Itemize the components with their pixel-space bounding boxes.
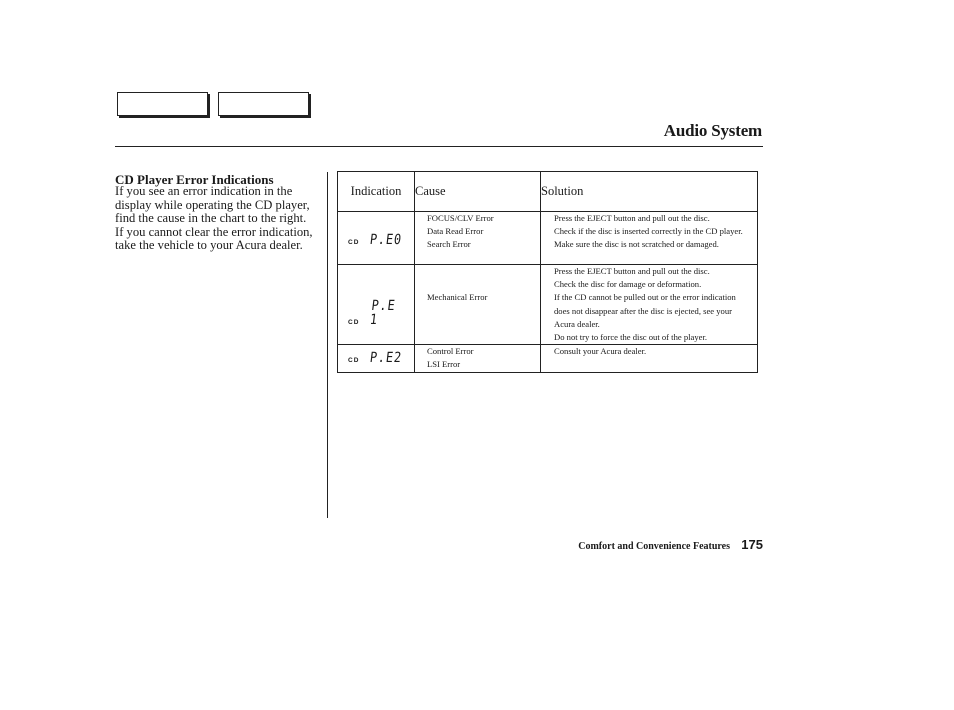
table-row bbox=[338, 265, 758, 345]
table-row bbox=[338, 212, 758, 265]
cd-icon: CD bbox=[348, 356, 360, 364]
column-divider bbox=[327, 172, 328, 518]
indication-cell bbox=[338, 212, 415, 265]
cd-error-display bbox=[348, 351, 407, 365]
cause-cell bbox=[415, 265, 541, 345]
table-header-row bbox=[338, 172, 758, 212]
cause-cell bbox=[415, 212, 541, 265]
error-code: P.E 1 bbox=[369, 298, 397, 328]
indication-cell bbox=[338, 345, 415, 372]
section-heading: CD Player Error Indications bbox=[115, 172, 274, 187]
solution-cell bbox=[541, 212, 758, 265]
cause-line: Control Error bbox=[427, 346, 474, 357]
solution-cell bbox=[541, 345, 758, 372]
cd-icon: CD bbox=[348, 238, 360, 246]
intro-paragraph: If you see an error indication in the display while operating the CD player, find the cause in the chart to the right. If you cannot clear the error indication, take the vehicle to your Acura dealer. bbox=[115, 184, 313, 252]
solution-line: Do not try to force the disc out of the player. bbox=[554, 332, 707, 343]
header-tab-box-2 bbox=[218, 92, 309, 116]
cause-line: Search Error bbox=[427, 239, 471, 250]
cause-line: LSI Error bbox=[427, 359, 461, 370]
solution-line: Check the disc for damage or deformation. bbox=[554, 279, 702, 290]
page-number: 175 bbox=[741, 537, 763, 552]
cause-line: Mechanical Error bbox=[427, 292, 488, 302]
indication-cell bbox=[338, 265, 415, 345]
footer-section-title: Comfort and Convenience Features bbox=[578, 541, 730, 552]
header-solution: Solution bbox=[541, 172, 758, 212]
cd-icon: CD bbox=[348, 318, 360, 326]
solution-cell bbox=[541, 265, 758, 345]
cause-line: Data Read Error bbox=[427, 226, 484, 237]
cd-error-display bbox=[348, 233, 407, 247]
error-table bbox=[337, 171, 758, 373]
header-cause: Cause bbox=[415, 172, 541, 212]
header-tab-box-1 bbox=[117, 92, 208, 116]
solution-line: Consult your Acura dealer. bbox=[554, 346, 647, 357]
cause-line: FOCUS/CLV Error bbox=[427, 213, 494, 223]
table-row bbox=[338, 345, 758, 372]
header-indication: Indication bbox=[338, 172, 415, 212]
title-divider bbox=[115, 146, 763, 147]
cause-cell bbox=[415, 345, 541, 372]
page-title: Audio System bbox=[663, 121, 762, 140]
solution-line: If the CD cannot be pulled out or the error indication does not disappear after the disc is ejected, see your Acura dealer. bbox=[554, 292, 736, 329]
solution-line: Check if the disc is inserted correctly in the CD player. bbox=[554, 226, 743, 237]
cd-error-display bbox=[348, 299, 414, 327]
solution-line: Make sure the disc is not scratched or damaged. bbox=[554, 239, 719, 250]
error-code: P.E2 bbox=[369, 350, 404, 367]
solution-line: Press the EJECT button and pull out the disc. bbox=[554, 266, 710, 276]
solution-line: Press the EJECT button and pull out the disc. bbox=[554, 213, 710, 223]
error-code: P.E0 bbox=[369, 232, 404, 248]
